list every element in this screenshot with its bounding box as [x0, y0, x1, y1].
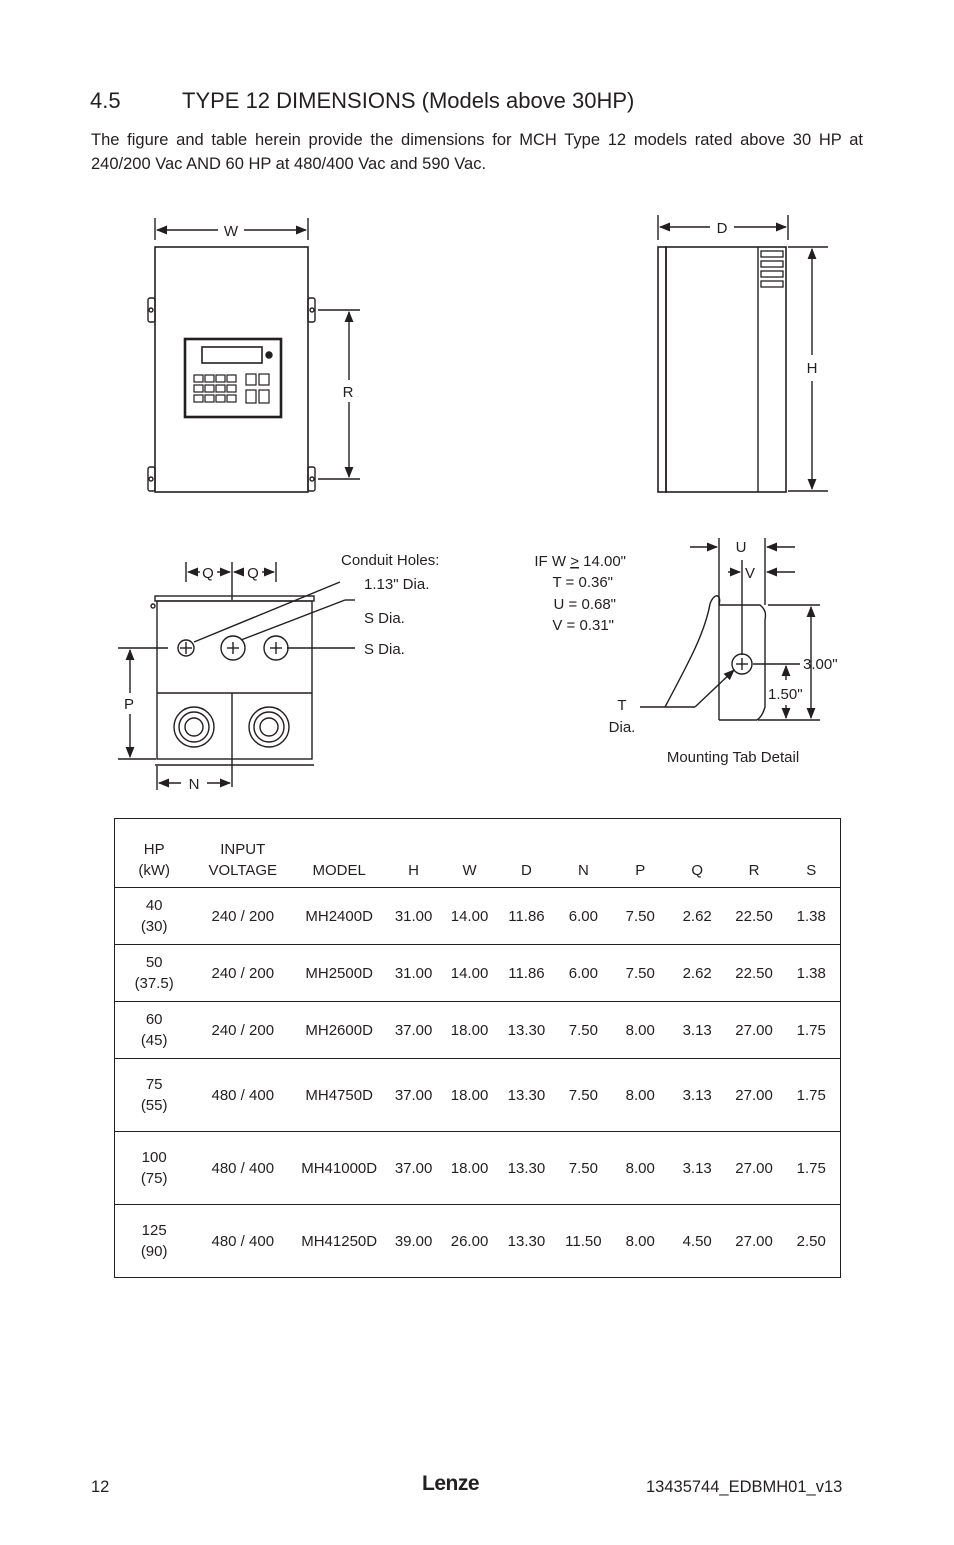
column-header-line: R — [748, 862, 760, 879]
table-cell: 1.75 — [796, 1159, 826, 1177]
column-header-line — [671, 839, 724, 860]
kw-value: (55) — [140, 1097, 168, 1114]
tab-150-label: 1.50" — [768, 686, 803, 703]
table-cell: 7.50 — [568, 1159, 598, 1177]
table-cell: 8.00 — [625, 1159, 655, 1177]
conduit-label-2: S Dia. — [364, 610, 405, 627]
table-cell: 7.50 — [568, 1086, 598, 1104]
column-header — [292, 819, 386, 888]
column-header-line: VOLTAGE — [208, 862, 278, 879]
column-header-line: D — [521, 862, 532, 879]
condition-if-operator: > — [570, 553, 579, 570]
table-cell: 37.00 — [394, 1159, 433, 1177]
hp-kw-cell — [115, 1059, 194, 1132]
column-header — [555, 819, 612, 888]
column-header — [726, 819, 783, 888]
table-cell: 37.00 — [394, 1086, 433, 1104]
table-row — [115, 888, 841, 945]
condition-if-value: 14.00" — [578, 553, 626, 570]
column-header — [386, 819, 441, 888]
table-cell: 27.00 — [735, 1086, 773, 1104]
table-cell: 18.00 — [450, 1021, 489, 1039]
table-cell: MH2600D — [305, 1021, 373, 1039]
table-cell: 13.30 — [507, 1021, 546, 1039]
front-view — [148, 218, 360, 492]
table-row — [115, 1132, 841, 1205]
hp-kw-cell — [115, 888, 194, 945]
table-cell: 26.00 — [450, 1232, 489, 1250]
table-cell: 22.50 — [735, 964, 773, 982]
table-row — [115, 945, 841, 1002]
header-row — [115, 819, 841, 888]
table-cell: 31.00 — [394, 964, 433, 982]
tab-300-label: 3.00" — [803, 656, 838, 673]
table-cell: 13.30 — [507, 1159, 546, 1177]
intro-paragraph: The figure and table herein provide the dimensions for MCH Type 12 models rated above 30 HP at 240/200 Vac AND 60 HP at 480/400 Vac and 590 Vac. — [91, 131, 863, 173]
tab-dia-label: Dia. — [608, 719, 636, 736]
column-header-line — [500, 839, 553, 860]
table-cell: 1.75 — [796, 1021, 826, 1039]
column-header-line: HP — [143, 841, 165, 858]
column-header-line: S — [806, 862, 817, 879]
table-cell: 7.50 — [625, 964, 655, 982]
table-cell: MH41000D — [301, 1159, 378, 1177]
lenze-logo: Lenze — [422, 1472, 480, 1495]
kw-value: (37.5) — [134, 975, 174, 992]
condition-t: T = 0.36" — [552, 574, 613, 591]
table-header — [115, 819, 841, 888]
dim-n-label: N — [188, 776, 200, 793]
condition-u: U = 0.68" — [553, 596, 616, 613]
table-cell: 1.75 — [796, 1086, 826, 1104]
section-title: TYPE 12 DIMENSIONS (Models above 30HP) — [182, 88, 635, 113]
section-number: 4.5 — [90, 88, 121, 113]
column-header-line: W — [462, 862, 477, 879]
column-header-line: (kW) — [138, 862, 170, 879]
table-cell: 37.00 — [394, 1021, 433, 1039]
table-cell: 3.13 — [682, 1086, 712, 1104]
table-cell: 27.00 — [735, 1021, 773, 1039]
table-row — [115, 1002, 841, 1059]
column-header-line — [557, 839, 610, 860]
column-header — [115, 819, 194, 888]
table-cell: 11.86 — [508, 907, 545, 925]
kw-value: (45) — [140, 1032, 168, 1049]
column-header — [498, 819, 555, 888]
table-cell: 2.62 — [682, 964, 712, 982]
column-header — [669, 819, 726, 888]
table-cell: 31.00 — [394, 907, 433, 925]
column-header-line: Q — [691, 862, 703, 879]
table-cell: 7.50 — [568, 1021, 598, 1039]
conduit-label-1: 1.13" Dia. — [364, 576, 430, 593]
tab-u-label: U — [735, 539, 747, 556]
side-view — [658, 215, 828, 492]
hp-kw-cell — [115, 1132, 194, 1205]
column-header-line — [785, 839, 838, 860]
table-cell: 1.38 — [796, 964, 826, 982]
column-header — [783, 819, 841, 888]
condition-v: V = 0.31" — [552, 617, 614, 634]
table-cell: 8.00 — [625, 1086, 655, 1104]
kw-value: (30) — [140, 918, 168, 935]
hp-kw-cell — [115, 945, 194, 1002]
dim-h-label: H — [806, 360, 818, 377]
hp-value: 125 — [141, 1222, 167, 1239]
column-header-line: INPUT — [220, 841, 266, 858]
column-header-line — [443, 839, 496, 860]
hp-kw-cell — [115, 1002, 194, 1059]
table-cell: 14.00 — [450, 907, 489, 925]
dim-w-label: W — [223, 223, 239, 240]
tab-t-label: T — [617, 697, 627, 714]
hp-value: 60 — [145, 1011, 163, 1028]
column-header-line — [388, 839, 439, 860]
table-cell: 3.13 — [682, 1159, 712, 1177]
table-cell: MH41250D — [301, 1232, 378, 1250]
table-cell: 8.00 — [625, 1232, 655, 1250]
table-cell: 240 / 200 — [211, 1021, 275, 1039]
hp-value: 40 — [145, 897, 163, 914]
table-cell: MH4750D — [305, 1086, 373, 1104]
table-cell: 480 / 400 — [211, 1232, 275, 1250]
table-body — [115, 888, 841, 1278]
column-header-line — [614, 839, 667, 860]
table-cell: MH2500D — [305, 964, 373, 982]
dim-r-label: R — [342, 384, 354, 401]
column-header — [612, 819, 669, 888]
dim-p-label: P — [123, 696, 135, 713]
dim-q1-label: Q — [202, 565, 214, 582]
table-cell: 27.00 — [735, 1159, 773, 1177]
column-header — [193, 819, 292, 888]
table-row — [115, 1205, 841, 1278]
table-cell: 240 / 200 — [211, 907, 275, 925]
table-cell: 3.13 — [682, 1021, 712, 1039]
table-cell: 2.62 — [682, 907, 712, 925]
tab-v-label: V — [744, 565, 756, 582]
table-cell: 1.38 — [796, 907, 826, 925]
table-cell: MH2400D — [305, 907, 373, 925]
document-id: 13435744_EDBMH01_v13 — [646, 1478, 843, 1496]
hp-value: 75 — [145, 1076, 163, 1093]
table-cell: 240 / 200 — [211, 964, 275, 982]
table-cell: 18.00 — [450, 1086, 489, 1104]
table-cell: 480 / 400 — [211, 1159, 275, 1177]
column-header-line — [294, 839, 384, 860]
dimensions-table — [114, 818, 841, 1278]
hp-kw-cell — [115, 1205, 194, 1278]
table-row — [115, 1059, 841, 1132]
hp-value: 100 — [141, 1149, 167, 1166]
page-number: 12 — [91, 1478, 110, 1496]
dim-q2-label: Q — [247, 565, 259, 582]
table-cell: 6.00 — [568, 907, 598, 925]
condition-if — [534, 553, 626, 570]
table-cell: 11.86 — [508, 964, 545, 982]
column-header-line: MODEL — [312, 862, 366, 879]
dim-d-label: D — [716, 220, 728, 237]
table-cell: 8.00 — [625, 1021, 655, 1039]
table-cell: 22.50 — [735, 907, 773, 925]
table-cell: 7.50 — [625, 907, 655, 925]
kw-value: (75) — [140, 1170, 168, 1187]
table-cell: 480 / 400 — [211, 1086, 275, 1104]
table-cell: 4.50 — [682, 1232, 712, 1250]
kw-value: (90) — [140, 1243, 168, 1260]
table-cell: 11.50 — [565, 1232, 602, 1250]
bottom-view — [118, 562, 355, 790]
column-header-line: P — [635, 862, 646, 879]
conduit-title: Conduit Holes: — [341, 552, 440, 569]
mounting-caption: Mounting Tab Detail — [666, 749, 800, 766]
table-cell: 13.30 — [507, 1232, 546, 1250]
hp-value: 50 — [145, 954, 163, 971]
table-cell: 27.00 — [735, 1232, 773, 1250]
table-cell: 14.00 — [450, 964, 489, 982]
conduit-label-3: S Dia. — [364, 641, 405, 658]
column-header-line: H — [408, 862, 420, 879]
column-header-line: N — [577, 862, 589, 879]
column-header — [441, 819, 498, 888]
table-cell: 2.50 — [796, 1232, 826, 1250]
condition-if-prefix: IF W — [534, 553, 571, 570]
table-cell: 6.00 — [568, 964, 598, 982]
column-header-line — [728, 839, 781, 860]
table-cell: 18.00 — [450, 1159, 489, 1177]
table-cell: 13.30 — [507, 1086, 546, 1104]
table-cell: 39.00 — [394, 1232, 433, 1250]
